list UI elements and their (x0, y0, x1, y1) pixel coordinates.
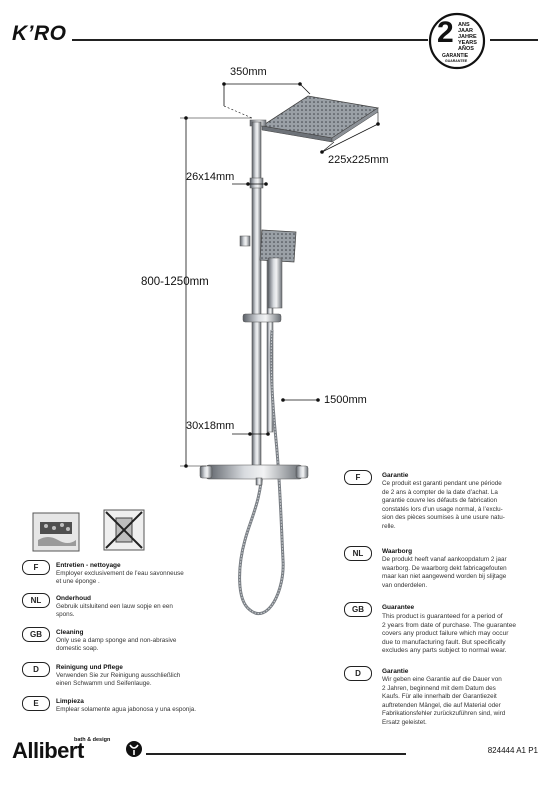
guarantee-line: This product is guaranteed for a period of (382, 613, 503, 620)
brand-mark-icon (125, 740, 143, 758)
guarantee-title: Waarborg (382, 548, 413, 555)
lang-badge: D (344, 666, 372, 681)
care-body (56, 637, 236, 654)
care-body (56, 672, 236, 689)
guarantee-title: Garantie (382, 668, 409, 675)
guarantee-line: 2 Jahren, beginnend mit dem Datum des (382, 684, 496, 692)
care-body (56, 570, 236, 587)
guarantee-body (382, 613, 546, 656)
lang-badge: GB (344, 602, 372, 617)
dim-head-size: 225x225mm (328, 154, 389, 166)
guarantee-line: maar kan niet aangewend worden bij slijtage (382, 573, 507, 581)
care-line: domestic soap. (56, 645, 99, 653)
dim-hose: 1500mm (324, 394, 367, 406)
care-line: Emplear solamente agua jabonosa y una esponja. (56, 706, 197, 713)
guarantee-title: Garantie (382, 472, 409, 479)
dim-lower-bracket: 30x18mm (186, 420, 235, 432)
guarantee-line: Ce produit est garanti pendant une période (382, 480, 502, 487)
care-body (56, 706, 246, 714)
no-abrasive-icon (102, 508, 146, 552)
brand-logo: Allibert (12, 738, 84, 763)
guarantee-line: constatés lors d’un usage normal, à l’exclu- (382, 505, 503, 513)
care-line: Only use a damp sponge and non-abrasive (56, 637, 177, 644)
footer-rule (146, 753, 406, 755)
dim-width: 350mm (230, 66, 267, 78)
badge-bottom: GARANTIE (442, 53, 469, 59)
guarantee-line: sion des pièces soumises à une usure natu- (382, 514, 505, 522)
guarantee-line: auftretenden Mängel, die auf Material oder (382, 701, 501, 709)
lang-badge: D (22, 662, 50, 677)
care-title: Cleaning (56, 629, 84, 636)
guarantee-body (382, 480, 544, 532)
care-body (56, 603, 236, 620)
care-line: et une éponge . (56, 578, 100, 586)
care-line: spons. (56, 611, 75, 619)
badge-line: JAHRE (458, 34, 477, 40)
sponge-icon (32, 512, 80, 552)
badge-line: YEARS (458, 40, 477, 46)
dim-upper-bracket: 26x14mm (186, 171, 235, 183)
lang-badge: F (344, 470, 372, 485)
product-code: 824444 A1 P1 (487, 746, 538, 755)
guarantee-line: De produkt heeft vanaf aankoopdatum 2 jaar (382, 556, 507, 563)
guarantee-line: 2 years from date of purchase. The guarantee (382, 621, 517, 629)
lang-badge: NL (344, 546, 372, 561)
brand-tagline: bath & design (74, 737, 111, 743)
badge-line: ANS (458, 22, 470, 28)
guarantee-line: van onderdelen. (382, 581, 428, 589)
care-line: Verwenden Sie zur Reinigung ausschließlich (56, 672, 181, 679)
care-title: Reinigung und Pflege (56, 664, 123, 671)
guarantee-title: Guarantee (382, 604, 415, 611)
lang-badge: F (22, 560, 50, 575)
product-title: K’RO (12, 22, 67, 45)
guarantee-body (382, 676, 546, 728)
badge-line: JAAR (458, 28, 473, 34)
care-line: Gebruik uitsluitend een lauw sopje en een (56, 603, 173, 610)
guarantee-line: Ersatz geleistet. (382, 718, 427, 726)
guarantee-line: de 2 ans à compter de la date d’achat. La (382, 488, 498, 496)
guarantee-line: covers any product failure which may occur (382, 630, 509, 638)
lang-badge: NL (22, 593, 50, 608)
guarantee-line: garantie couvre les défauts de fabrication (382, 497, 498, 505)
guarantee-line: waarborg. De waarborg dekt fabricagefouten (382, 564, 507, 572)
lang-badge: E (22, 696, 50, 711)
guarantee-line: Kaufs. Für alle innerhalb der Garantiezeit (382, 693, 497, 701)
badge-bottom2: GUARANTEE (445, 59, 468, 63)
guarantee-line: due to manufacturing fault. But specifically (382, 638, 506, 646)
care-title: Entretien - nettoyage (56, 562, 121, 569)
care-line: einen Schwamm und Seifenlauge. (56, 680, 152, 688)
care-title: Onderhoud (56, 595, 92, 602)
care-line: Employer exclusivement de l’eau savonneuse (56, 570, 184, 577)
badge-line: AÑOS (458, 46, 474, 52)
guarantee-line: Wir geben eine Garantie auf die Dauer von (382, 676, 502, 683)
guarantee-line: Fabrikationsfehler zurückzuführen sind, wird (382, 710, 506, 718)
guarantee-body (382, 556, 544, 590)
lang-badge: GB (22, 627, 50, 642)
dim-height-range: 800-1250mm (141, 276, 209, 288)
guarantee-line: relle. (382, 522, 396, 530)
care-title: Limpieza (56, 698, 84, 705)
badge-number: 2 (437, 16, 454, 49)
guarantee-line: excludes any parts subject to normal wear. (382, 647, 507, 655)
